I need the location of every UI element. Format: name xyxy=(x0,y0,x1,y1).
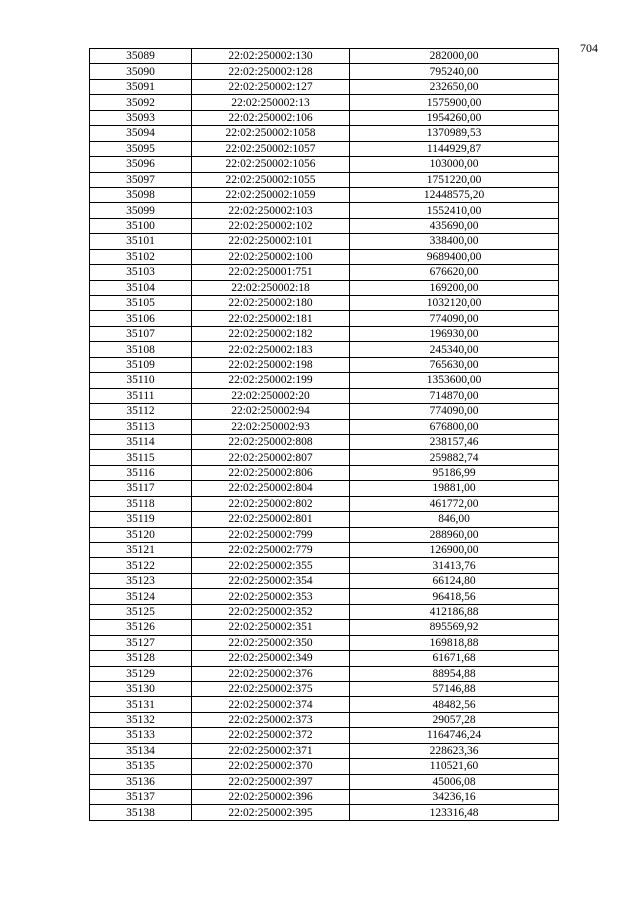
cadastral-value-cell: 19881,00 xyxy=(350,481,559,496)
cadastral-value-cell: 1954260,00 xyxy=(350,110,559,125)
table-row xyxy=(90,558,559,573)
cadastral-number-cell: 22:02:250002:354 xyxy=(192,573,350,588)
cadastral-number-cell: 22:02:250002:20 xyxy=(192,388,350,403)
table-row xyxy=(90,311,559,326)
table-row xyxy=(90,373,559,388)
cadastral-value-cell: 9689400,00 xyxy=(350,249,559,264)
table-row xyxy=(90,126,559,141)
table-body xyxy=(90,49,559,821)
row-number-cell: 35116 xyxy=(90,465,192,480)
cadastral-value-cell: 196930,00 xyxy=(350,326,559,341)
cadastral-number-cell: 22:02:250002:94 xyxy=(192,404,350,419)
row-number-cell: 35089 xyxy=(90,49,192,64)
cadastral-number-cell: 22:02:250002:397 xyxy=(192,774,350,789)
cadastral-number-cell: 22:02:250002:371 xyxy=(192,743,350,758)
row-number-cell: 35107 xyxy=(90,326,192,341)
row-number-cell: 35122 xyxy=(90,558,192,573)
table-row xyxy=(90,110,559,125)
row-number-cell: 35093 xyxy=(90,110,192,125)
cadastral-value-cell: 259882,74 xyxy=(350,450,559,465)
cadastral-number-cell: 22:02:250002:372 xyxy=(192,728,350,743)
cadastral-value-cell: 282000,00 xyxy=(350,49,559,64)
cadastral-number-cell: 22:02:250002:1058 xyxy=(192,126,350,141)
row-number-cell: 35131 xyxy=(90,697,192,712)
row-number-cell: 35101 xyxy=(90,234,192,249)
cadastral-number-cell: 22:02:250002:182 xyxy=(192,326,350,341)
table-row xyxy=(90,265,559,280)
cadastral-number-cell: 22:02:250002:199 xyxy=(192,373,350,388)
cadastral-number-cell: 22:02:250002:808 xyxy=(192,434,350,449)
cadastral-number-cell: 22:02:250002:102 xyxy=(192,218,350,233)
table-row xyxy=(90,604,559,619)
cadastral-number-cell: 22:02:250002:802 xyxy=(192,496,350,511)
cadastral-value-cell: 95186,99 xyxy=(350,465,559,480)
cadastral-number-cell: 22:02:250002:807 xyxy=(192,450,350,465)
row-number-cell: 35117 xyxy=(90,481,192,496)
table-row xyxy=(90,512,559,527)
table-row xyxy=(90,234,559,249)
row-number-cell: 35121 xyxy=(90,543,192,558)
row-number-cell: 35115 xyxy=(90,450,192,465)
cadastral-number-cell: 22:02:250002:396 xyxy=(192,790,350,805)
cadastral-number-cell: 22:02:250002:806 xyxy=(192,465,350,480)
table-row xyxy=(90,64,559,79)
row-number-cell: 35129 xyxy=(90,666,192,681)
cadastral-number-cell: 22:02:250002:375 xyxy=(192,681,350,696)
table-row xyxy=(90,419,559,434)
table-row xyxy=(90,697,559,712)
cadastral-value-cell: 1032120,00 xyxy=(350,296,559,311)
cadastral-value-cell: 123316,48 xyxy=(350,805,559,820)
cadastral-number-cell: 22:02:250002:779 xyxy=(192,543,350,558)
table-row xyxy=(90,774,559,789)
cadastral-value-cell: 288960,00 xyxy=(350,527,559,542)
table-row xyxy=(90,141,559,156)
row-number-cell: 35130 xyxy=(90,681,192,696)
cadastral-value-cell: 45006,08 xyxy=(350,774,559,789)
table-row xyxy=(90,743,559,758)
cadastral-number-cell: 22:02:250002:1059 xyxy=(192,187,350,202)
row-number-cell: 35111 xyxy=(90,388,192,403)
row-number-cell: 35136 xyxy=(90,774,192,789)
cadastral-number-cell: 22:02:250002:127 xyxy=(192,79,350,94)
row-number-cell: 35125 xyxy=(90,604,192,619)
page-number: 704 xyxy=(580,41,598,55)
cadastral-number-cell: 22:02:250002:1057 xyxy=(192,141,350,156)
table-row xyxy=(90,172,559,187)
cadastral-number-cell: 22:02:250002:376 xyxy=(192,666,350,681)
table-row xyxy=(90,296,559,311)
cadastral-value-cell: 57146,88 xyxy=(350,681,559,696)
cadastral-number-cell: 22:02:250002:804 xyxy=(192,481,350,496)
cadastral-value-cell: 48482,56 xyxy=(350,697,559,712)
row-number-cell: 35138 xyxy=(90,805,192,820)
row-number-cell: 35120 xyxy=(90,527,192,542)
cadastral-value-cell: 774090,00 xyxy=(350,404,559,419)
row-number-cell: 35119 xyxy=(90,512,192,527)
cadastral-value-cell: 228623,36 xyxy=(350,743,559,758)
cadastral-number-cell: 22:02:250002:799 xyxy=(192,527,350,542)
cadastral-value-cell: 169200,00 xyxy=(350,280,559,295)
table-row xyxy=(90,49,559,64)
cadastral-value-cell: 31413,76 xyxy=(350,558,559,573)
row-number-cell: 35118 xyxy=(90,496,192,511)
cadastral-number-cell: 22:02:250002:350 xyxy=(192,635,350,650)
cadastral-value-cell: 169818,88 xyxy=(350,635,559,650)
table-row xyxy=(90,759,559,774)
cadastral-value-cell: 676800,00 xyxy=(350,419,559,434)
row-number-cell: 35127 xyxy=(90,635,192,650)
cadastral-number-cell: 22:02:250002:128 xyxy=(192,64,350,79)
cadastral-value-cell: 795240,00 xyxy=(350,64,559,79)
table-row xyxy=(90,651,559,666)
row-number-cell: 35097 xyxy=(90,172,192,187)
cadastral-value-cell: 1144929,87 xyxy=(350,141,559,156)
cadastral-number-cell: 22:02:250002:103 xyxy=(192,203,350,218)
row-number-cell: 35102 xyxy=(90,249,192,264)
cadastral-number-cell: 22:02:250002:106 xyxy=(192,110,350,125)
cadastral-value-cell: 34236,16 xyxy=(350,790,559,805)
row-number-cell: 35099 xyxy=(90,203,192,218)
row-number-cell: 35112 xyxy=(90,404,192,419)
row-number-cell: 35095 xyxy=(90,141,192,156)
row-number-cell: 35096 xyxy=(90,157,192,172)
cadastral-value-cell: 29057,28 xyxy=(350,712,559,727)
row-number-cell: 35123 xyxy=(90,573,192,588)
row-number-cell: 35104 xyxy=(90,280,192,295)
cadastral-value-cell: 412186,88 xyxy=(350,604,559,619)
table-row xyxy=(90,481,559,496)
cadastral-number-cell: 22:02:250002:198 xyxy=(192,357,350,372)
table-row xyxy=(90,249,559,264)
cadastral-value-cell: 765630,00 xyxy=(350,357,559,372)
table-row xyxy=(90,79,559,94)
cadastral-number-cell: 22:02:250002:370 xyxy=(192,759,350,774)
cadastral-value-cell: 774090,00 xyxy=(350,311,559,326)
row-number-cell: 35090 xyxy=(90,64,192,79)
row-number-cell: 35128 xyxy=(90,651,192,666)
cadastral-number-cell: 22:02:250002:18 xyxy=(192,280,350,295)
table-row xyxy=(90,805,559,820)
cadastral-number-cell: 22:02:250002:1056 xyxy=(192,157,350,172)
cadastral-value-cell: 338400,00 xyxy=(350,234,559,249)
row-number-cell: 35114 xyxy=(90,434,192,449)
cadastral-value-cell: 1353600,00 xyxy=(350,373,559,388)
cadastral-value-table xyxy=(89,48,559,821)
table-row xyxy=(90,95,559,110)
row-number-cell: 35094 xyxy=(90,126,192,141)
table-row xyxy=(90,326,559,341)
row-number-cell: 35092 xyxy=(90,95,192,110)
cadastral-number-cell: 22:02:250002:801 xyxy=(192,512,350,527)
cadastral-value-cell: 232650,00 xyxy=(350,79,559,94)
cadastral-number-cell: 22:02:250002:130 xyxy=(192,49,350,64)
cadastral-value-cell: 714870,00 xyxy=(350,388,559,403)
cadastral-value-cell: 245340,00 xyxy=(350,342,559,357)
cadastral-number-cell: 22:02:250002:355 xyxy=(192,558,350,573)
table-row xyxy=(90,450,559,465)
row-number-cell: 35098 xyxy=(90,187,192,202)
row-number-cell: 35134 xyxy=(90,743,192,758)
cadastral-number-cell: 22:02:250002:93 xyxy=(192,419,350,434)
row-number-cell: 35103 xyxy=(90,265,192,280)
cadastral-value-cell: 88954,88 xyxy=(350,666,559,681)
table-row xyxy=(90,527,559,542)
cadastral-value-cell: 895569,92 xyxy=(350,620,559,635)
table-row xyxy=(90,187,559,202)
cadastral-value-cell: 110521,60 xyxy=(350,759,559,774)
row-number-cell: 35109 xyxy=(90,357,192,372)
table-row xyxy=(90,404,559,419)
cadastral-number-cell: 22:02:250002:395 xyxy=(192,805,350,820)
table-row xyxy=(90,620,559,635)
row-number-cell: 35137 xyxy=(90,790,192,805)
row-number-cell: 35100 xyxy=(90,218,192,233)
cadastral-value-cell: 96418,56 xyxy=(350,589,559,604)
table-row xyxy=(90,357,559,372)
row-number-cell: 35113 xyxy=(90,419,192,434)
cadastral-value-cell: 238157,46 xyxy=(350,434,559,449)
table-row xyxy=(90,434,559,449)
table-row xyxy=(90,589,559,604)
row-number-cell: 35091 xyxy=(90,79,192,94)
table-row xyxy=(90,465,559,480)
cadastral-value-cell: 103000,00 xyxy=(350,157,559,172)
row-number-cell: 35132 xyxy=(90,712,192,727)
table-row xyxy=(90,635,559,650)
cadastral-number-cell: 22:02:250002:183 xyxy=(192,342,350,357)
cadastral-number-cell: 22:02:250002:349 xyxy=(192,651,350,666)
table-row xyxy=(90,666,559,681)
table-row xyxy=(90,157,559,172)
cadastral-number-cell: 22:02:250002:374 xyxy=(192,697,350,712)
table-row xyxy=(90,712,559,727)
table-row xyxy=(90,681,559,696)
cadastral-value-cell: 846,00 xyxy=(350,512,559,527)
table-row xyxy=(90,388,559,403)
table-row xyxy=(90,342,559,357)
table-row xyxy=(90,203,559,218)
cadastral-number-cell: 22:02:250002:101 xyxy=(192,234,350,249)
table-row xyxy=(90,543,559,558)
row-number-cell: 35124 xyxy=(90,589,192,604)
cadastral-value-cell: 435690,00 xyxy=(350,218,559,233)
row-number-cell: 35110 xyxy=(90,373,192,388)
cadastral-value-cell: 66124,80 xyxy=(350,573,559,588)
cadastral-number-cell: 22:02:250002:181 xyxy=(192,311,350,326)
row-number-cell: 35135 xyxy=(90,759,192,774)
cadastral-value-cell: 1751220,00 xyxy=(350,172,559,187)
cadastral-value-cell: 1575900,00 xyxy=(350,95,559,110)
cadastral-value-cell: 12448575,20 xyxy=(350,187,559,202)
cadastral-value-cell: 1370989,53 xyxy=(350,126,559,141)
cadastral-number-cell: 22:02:250002:353 xyxy=(192,589,350,604)
cadastral-value-cell: 61671,68 xyxy=(350,651,559,666)
cadastral-number-cell: 22:02:250002:352 xyxy=(192,604,350,619)
cadastral-value-cell: 126900,00 xyxy=(350,543,559,558)
cadastral-value-cell: 1164746,24 xyxy=(350,728,559,743)
table-row xyxy=(90,218,559,233)
row-number-cell: 35133 xyxy=(90,728,192,743)
row-number-cell: 35108 xyxy=(90,342,192,357)
cadastral-number-cell: 22:02:250002:13 xyxy=(192,95,350,110)
cadastral-value-cell: 676620,00 xyxy=(350,265,559,280)
row-number-cell: 35106 xyxy=(90,311,192,326)
table-row xyxy=(90,280,559,295)
table-row xyxy=(90,728,559,743)
cadastral-number-cell: 22:02:250001:751 xyxy=(192,265,350,280)
cadastral-value-cell: 1552410,00 xyxy=(350,203,559,218)
table-row xyxy=(90,573,559,588)
cadastral-number-cell: 22:02:250002:351 xyxy=(192,620,350,635)
table-row xyxy=(90,790,559,805)
cadastral-number-cell: 22:02:250002:1055 xyxy=(192,172,350,187)
row-number-cell: 35105 xyxy=(90,296,192,311)
cadastral-number-cell: 22:02:250002:100 xyxy=(192,249,350,264)
cadastral-number-cell: 22:02:250002:373 xyxy=(192,712,350,727)
table-row xyxy=(90,496,559,511)
cadastral-number-cell: 22:02:250002:180 xyxy=(192,296,350,311)
cadastral-value-cell: 461772,00 xyxy=(350,496,559,511)
row-number-cell: 35126 xyxy=(90,620,192,635)
